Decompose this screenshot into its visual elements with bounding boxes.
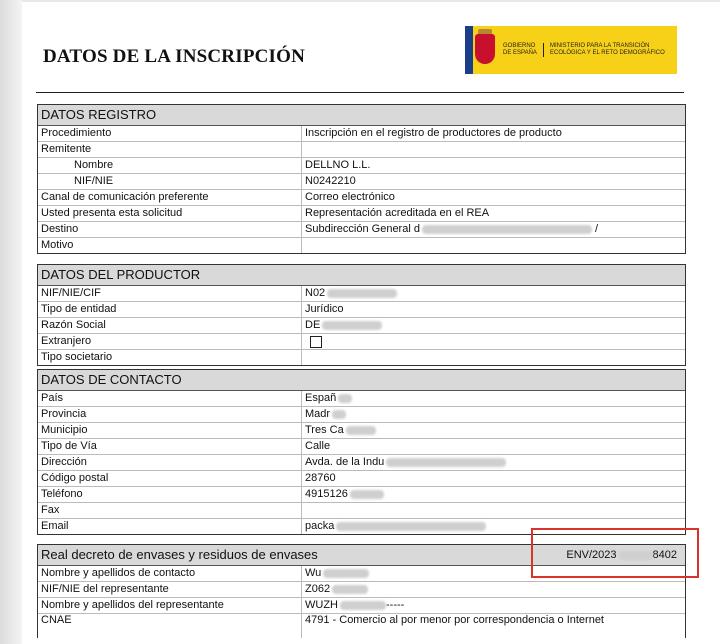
row-value: [302, 423, 685, 438]
table-row: [38, 598, 685, 614]
redacted-text: [340, 601, 386, 610]
table-row: [38, 455, 685, 471]
row-label: Fax: [38, 503, 302, 518]
row-value-text: DELLNO L.L.: [305, 159, 371, 171]
row-value-text: WUZH: [305, 599, 338, 611]
row-label: Remitente: [38, 142, 302, 157]
row-label: Email: [38, 519, 302, 534]
table-row: [38, 190, 685, 206]
row-value: [302, 238, 685, 253]
row-value-text: Wu: [305, 567, 322, 579]
logo-left-text: GOBIERNO DE ESPAÑA: [499, 43, 544, 57]
row-label: Código postal: [38, 471, 302, 486]
row-label: Nombre y apellidos del representante: [38, 598, 302, 613]
section-datos-contacto: [37, 369, 686, 535]
table-row: [38, 439, 685, 455]
section-datos-productor: [37, 264, 686, 366]
row-label: Tipo de Vía: [38, 439, 302, 454]
row-value-text: Subdirección General d: [305, 223, 420, 235]
table-row: [38, 407, 685, 423]
redacted-text: [327, 289, 397, 298]
row-label: Tipo de entidad: [38, 302, 302, 317]
row-label: NIF/NIE/CIF: [38, 286, 302, 301]
table-row: [38, 222, 685, 238]
row-value: [302, 455, 685, 470]
section-header: DATOS DEL PRODUCTOR: [38, 265, 685, 286]
redacted-text: [336, 522, 486, 531]
row-value: [302, 350, 685, 365]
row-value: Representación acreditada en el REA: [305, 207, 490, 219]
coat-of-arms-icon: [465, 26, 499, 74]
page-edge-shadow: [0, 0, 22, 644]
table-row: [38, 142, 685, 158]
envases-reference-end: 8402: [652, 549, 677, 561]
table-row: [38, 174, 685, 190]
government-logo: [465, 26, 677, 74]
table-row: [38, 471, 685, 487]
row-value-text: Tres Ca: [305, 424, 344, 436]
row-label: Teléfono: [38, 487, 302, 502]
redacted-text: [323, 569, 369, 578]
row-label: Nombre: [38, 158, 302, 173]
row-label: Destino: [38, 222, 302, 237]
row-value: [302, 503, 685, 518]
redacted-text: [346, 426, 376, 435]
row-value: 28760: [305, 472, 336, 484]
row-label: Canal de comunicación preferente: [38, 190, 302, 205]
row-value-text: DE: [305, 319, 321, 331]
row-label: Dirección: [38, 455, 302, 470]
row-value: 4791 - Comercio al por menor por correspondencia o Internet: [305, 614, 604, 626]
row-value: [302, 407, 685, 422]
highlight-box: [531, 528, 699, 578]
row-value: Subdirección General d /: [305, 223, 599, 235]
redacted-text: [386, 458, 506, 467]
document-title: DATOS DE LA INSCRIPCIÓN: [43, 46, 306, 67]
envases-reference-start: ENV/2023: [566, 549, 617, 561]
row-value: WUZH -----: [305, 599, 405, 611]
section-datos-registro: [37, 104, 686, 254]
row-value: Jurídico: [305, 303, 344, 315]
row-value: Correo electrónico: [305, 191, 395, 203]
row-value-text: Avda. de la Indu: [305, 456, 385, 468]
table-row: [38, 487, 685, 503]
table-row: [38, 391, 685, 407]
row-label: NIF/NIE del representante: [38, 582, 302, 597]
table-row: [38, 286, 685, 302]
row-value: Calle: [305, 440, 331, 452]
table-row: [38, 614, 685, 638]
section-header: DATOS DE CONTACTO: [38, 370, 685, 391]
section-header: DATOS REGISTRO: [38, 105, 685, 126]
row-value: [302, 142, 685, 157]
row-label: NIF/NIE: [38, 174, 302, 189]
table-row: [38, 206, 685, 222]
row-value: [302, 334, 685, 349]
row-value-text: packa: [305, 520, 335, 532]
row-value-text: Madr: [305, 408, 331, 420]
row-value-text: 4915126: [305, 488, 348, 500]
row-value-text: Z062: [305, 583, 331, 595]
row-label: País: [38, 391, 302, 406]
row-value: [302, 391, 685, 406]
row-value: [302, 318, 685, 333]
table-row: [38, 334, 685, 350]
row-label: CNAE: [38, 614, 302, 638]
row-value: [302, 158, 685, 173]
table-row: [38, 158, 685, 174]
table-row: [38, 126, 685, 142]
row-label: Nombre y apellidos de contacto: [38, 566, 302, 581]
table-row: [38, 423, 685, 439]
row-value-text: Españ: [305, 392, 337, 404]
row-value-text: N0242210: [305, 175, 356, 187]
table-row: [38, 318, 685, 334]
row-label: Usted presenta esta solicitud: [38, 206, 302, 221]
row-label: Tipo societario: [38, 350, 302, 365]
row-value: [302, 487, 685, 502]
table-row: [38, 503, 685, 519]
redacted-text: [332, 410, 346, 419]
row-label: Extranjero: [38, 334, 302, 349]
row-value-text: N02: [305, 287, 326, 299]
table-row: [38, 582, 685, 598]
section-header-title: Real decreto de envases y residuos de envases: [41, 547, 318, 562]
row-label: Provincia: [38, 407, 302, 422]
page-top-edge: [22, 0, 720, 2]
row-label: Municipio: [38, 423, 302, 438]
row-value: Inscripción en el registro de productores de producto: [305, 127, 562, 139]
row-label: Procedimiento: [38, 126, 302, 141]
row-value: [302, 286, 685, 301]
table-row: [38, 238, 685, 253]
redacted-text: [322, 321, 382, 330]
logo-right-text: MINISTERIO PARA LA TRANSICIÓN ECOLÓGICA Y EL RETO DEMOGRÁFICO: [550, 43, 665, 56]
row-value: [302, 174, 685, 189]
table-row: [38, 350, 685, 365]
row-value: [302, 582, 685, 597]
redacted-text: [338, 394, 352, 403]
extranjero-checkbox[interactable]: [310, 336, 322, 348]
title-divider: [36, 92, 684, 93]
redacted-text: [422, 225, 592, 234]
redacted-text: [332, 585, 368, 594]
row-label: Razón Social: [38, 318, 302, 333]
redacted-text: [350, 490, 384, 499]
table-row: [38, 302, 685, 318]
row-label: Motivo: [38, 238, 302, 253]
